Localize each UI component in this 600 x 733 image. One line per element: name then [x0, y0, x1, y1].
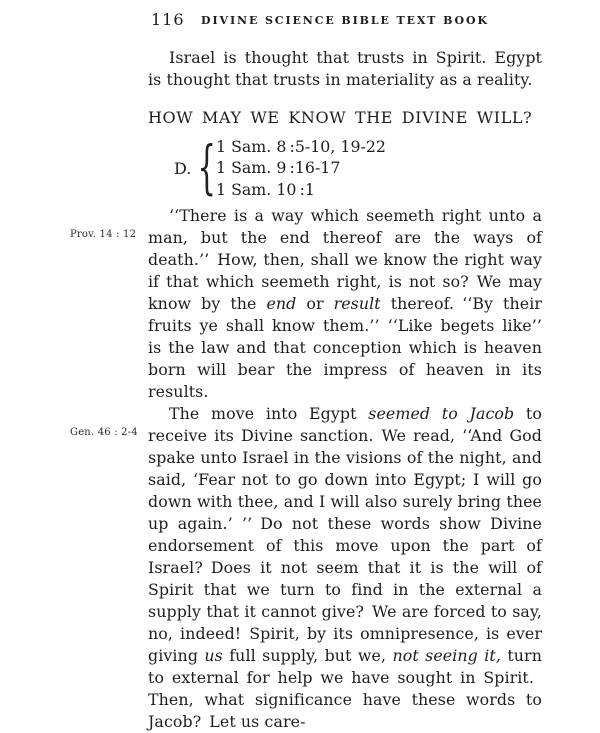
reference-items: [216, 136, 386, 201]
page-number: 116: [151, 10, 185, 29]
margin-note-scripture-ref: Gen. 46 : 2-4: [70, 427, 138, 438]
paragraph-block: [70, 205, 542, 403]
reference-list: [174, 135, 542, 201]
margin-note-scripture-ref: Prov. 14 : 12: [70, 229, 137, 240]
intro-paragraph: Israel is thought that trusts in Spirit. Egypt is thought that trusts in materiality as a reality.: [148, 48, 542, 89]
body-paragraph: ‘‘There is a way which seemeth right unto a man, but the end thereof are the ways of death.’’ How, then, shall we know the right way if that which seemeth right, is not so? We may know by the end or result thereof. ‘‘By their fruits ye shall know them.’’ ‘‘Like begets like’’ is the law and that conception which is heaven born will bear the impress of heaven in its results.: [148, 206, 542, 401]
text-column: [70, 47, 542, 733]
section-heading: HOW MAY WE KNOW THE DIVINE WILL?: [148, 108, 533, 127]
running-title: DIVINE SCIENCE BIBLE TEXT BOOK: [201, 14, 489, 27]
left-brace-glyph: {: [197, 133, 216, 201]
reference-list-label: D.: [174, 158, 192, 178]
page-header: [148, 0, 542, 33]
reference-item: 1 Sam. 9 :16-17: [216, 158, 341, 178]
reference-item: 1 Sam. 8 :5-10, 19-22: [216, 136, 386, 156]
reference-item: 1 Sam. 10 :1: [216, 179, 315, 199]
paragraph-block: [70, 403, 542, 733]
body-paragraph: The move into Egypt seemed to Jacob to receive its Divine sanction. We read, ‘‘And God spake unto Israel in the visions of the night, and said, ‘Fear not to go down into Egypt; I will go down with thee, and I will also surely bring thee up again.’ ’’ Do not these words show Divine endorsement of this move upon the part of Israel? Does it not seem that it is the will of Spirit that we turn to find in the external a supply that it cannot give? We are forced to say, no, indeed! Spirit, by its omnipresence, is ever giving us full supply, but we, not seeing it, turn to external for help we have sought in Spirit. Then, what significance have these words to Jacob? Let us care-: [148, 404, 542, 731]
